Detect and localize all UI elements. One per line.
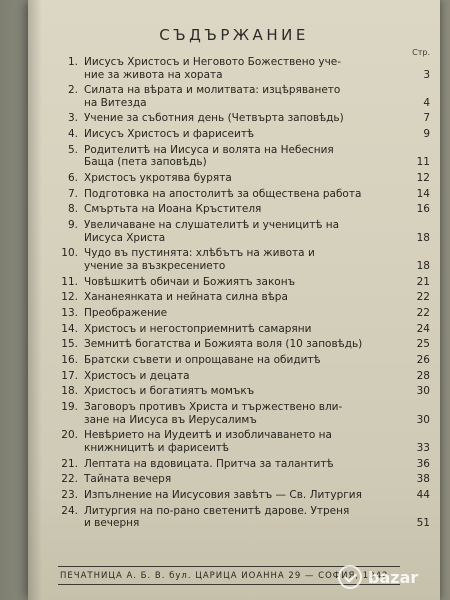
toc-entry-title-line: Иисусъ Христосъ и фарисеитѣ xyxy=(84,128,255,141)
toc-entry-page: 18 xyxy=(416,231,430,244)
toc-entry-number: 23. xyxy=(61,488,78,501)
toc-entry-page: 12 xyxy=(416,172,430,184)
toc-entry-title-line: Баща (пета заповѣдь) xyxy=(84,156,207,169)
watermark-text: bazar xyxy=(368,567,419,587)
toc-entry-number: 5. xyxy=(67,143,78,156)
toc-entry-title-line: Преображение xyxy=(84,306,168,319)
toc-entry-title xyxy=(84,473,400,486)
toc-entry-page: 30 xyxy=(416,413,430,426)
toc-entry-number: 6. xyxy=(67,172,78,184)
toc-entry-page: 33 xyxy=(416,441,430,454)
toc-entry-title-line: Заговоръ противъ Христа и тържествено вли- xyxy=(84,401,343,414)
toc-entry-title xyxy=(84,489,400,502)
toc-entry-number: 21. xyxy=(61,457,78,470)
toc-entry-page: 25 xyxy=(416,338,430,351)
toc-entry-title-line: Братски съвети и опрощаване на обидитѣ xyxy=(84,354,321,366)
toc-entry-number: 19. xyxy=(61,401,78,414)
toc-entry-number: 13. xyxy=(61,306,78,319)
toc-entry-title xyxy=(84,338,400,351)
toc-entry-title-line: Учение за съботния день (Четвърта заповѣдь) xyxy=(84,112,344,125)
toc-entry-title xyxy=(84,56,400,81)
toc-entry-title xyxy=(84,370,400,383)
toc-entry-title-line: Хананеянката и нейната силна вѣра xyxy=(84,291,288,304)
toc-entry-number: 18. xyxy=(61,385,78,398)
toc-entry-title-line: Смъртьта на Иоана Кръстителя xyxy=(84,203,262,216)
toc-entry-number: 12. xyxy=(61,291,78,304)
toc-entry-title xyxy=(84,429,400,454)
toc-entry-title-line: Подготовка на апостолитѣ за обществена работа xyxy=(84,187,362,200)
contents-title: СЪДЪРЖАНИЕ xyxy=(159,26,309,44)
toc-entry-title-line: Земнитѣ богатства и Божията воля (10 заповѣдь) xyxy=(84,338,363,351)
toc-entry-page: 22 xyxy=(416,306,430,319)
toc-entry-page: 22 xyxy=(416,291,430,304)
toc-entry-number: 2. xyxy=(67,84,78,97)
toc-entry-title xyxy=(84,401,400,426)
toc-entry-number: 8. xyxy=(67,203,78,216)
toc-entry-number: 16. xyxy=(61,354,78,366)
toc-entry-title-line: Тайната вечеря xyxy=(84,473,172,486)
toc-entry-title-line: ние за живота на хората xyxy=(84,68,223,81)
toc-entry-title xyxy=(84,247,400,272)
toc-entry-title xyxy=(84,144,400,169)
toc-entry-title-line: Христосъ и негостоприемнитѣ самаряни xyxy=(84,322,312,335)
toc-entry-title-line: Чудо въ пустинята: хлѣбътъ на живота и xyxy=(84,247,315,260)
toc-entry-page: 30 xyxy=(416,385,430,398)
toc-entry-title-line: зане на Иисуса въ Иерусалимъ xyxy=(84,413,257,426)
table-of-contents xyxy=(28,0,440,600)
toc-entry-page: 18 xyxy=(416,259,430,272)
toc-entry-title xyxy=(84,128,400,141)
toc-entry-title xyxy=(84,458,400,471)
toc-entry-page: 7 xyxy=(423,112,430,125)
toc-entry-page: 28 xyxy=(416,369,430,382)
toc-entry-title xyxy=(84,188,400,201)
toc-entry-number: 24. xyxy=(61,504,78,517)
toc-entry-title-line: Лептата на вдовицата. Притча за талантитѣ xyxy=(84,457,334,470)
toc-entry-title-line: Христосъ и децата xyxy=(84,369,190,382)
toc-entry-title-line: учение за възкресението xyxy=(84,259,226,272)
toc-entry-number: 4. xyxy=(67,128,78,141)
toc-entry-number: 7. xyxy=(67,187,78,200)
toc-entry-number: 9. xyxy=(67,219,78,232)
toc-entry-title xyxy=(84,385,400,398)
book-page xyxy=(28,0,440,600)
toc-entry-number: 3. xyxy=(67,112,78,125)
toc-entry-page: 24 xyxy=(416,322,430,335)
toc-entry-title-line: Христосъ и богатиятъ момъкъ xyxy=(84,385,255,398)
toc-entry-title-line: Христосъ укротява бурята xyxy=(84,172,232,184)
toc-entry-number: 10. xyxy=(61,247,78,260)
toc-entry-title-line: Силата на вѣрата и молитвата: изцѣряването xyxy=(84,84,341,97)
toc-entry-title-line: и вечерня xyxy=(84,517,140,530)
toc-entry-title xyxy=(84,307,400,320)
toc-entry-number: 14. xyxy=(61,322,78,335)
toc-entry-page: 11 xyxy=(416,156,430,169)
toc-entry-title xyxy=(84,219,400,244)
toc-entry-title-line: книжницитѣ и фарисеитѣ xyxy=(84,441,229,454)
toc-entry-number: 11. xyxy=(61,275,78,288)
toc-entry-title xyxy=(84,203,400,216)
toc-entry-page: 51 xyxy=(416,517,430,530)
toc-entry-page: 36 xyxy=(416,457,430,470)
toc-entry-number: 15. xyxy=(61,338,78,351)
toc-entry-page: 16 xyxy=(416,203,430,216)
toc-entry-title-line: Увеличаване на слушателитѣ и ученицитѣ на xyxy=(84,219,340,232)
toc-entry-title xyxy=(84,112,400,125)
toc-entry-page: 44 xyxy=(416,488,430,501)
toc-entry-title-line: Иисусъ Христосъ и Неговото Божествено уче- xyxy=(84,56,342,68)
toc-entry-page: 38 xyxy=(416,473,430,486)
toc-entry-title xyxy=(84,172,400,185)
toc-entry-title-line: Човѣшкитѣ обичаи и Божиятъ законъ xyxy=(84,275,295,288)
page-column-header: Стр. xyxy=(412,48,430,57)
toc-entry-title xyxy=(84,505,400,530)
toc-entry-number: 20. xyxy=(61,429,78,442)
toc-entry-number: 22. xyxy=(61,473,78,486)
toc-entry-title-line: Литургия на по-рано светенитѣ дарове. Утреня xyxy=(84,504,350,517)
toc-entry-title-line: на Витезда xyxy=(84,96,147,109)
toc-entry-page: 3 xyxy=(423,68,430,81)
toc-entry-title-line: Родителитѣ на Иисуса и волята на Небесния xyxy=(84,143,334,156)
toc-entry-title xyxy=(84,84,400,109)
toc-entry-page: 26 xyxy=(416,354,430,366)
toc-entry-number: 1. xyxy=(67,56,78,68)
toc-entry-page: 4 xyxy=(423,96,430,109)
toc-entry-number: 17. xyxy=(61,369,78,382)
toc-entry-page: 14 xyxy=(416,187,430,200)
printer-imprint: ПЕЧАТНИЦА А. Б. В. бул. ЦАРИЦА ИОАННА 29 — СОФИЯ, 1942 xyxy=(60,571,389,581)
toc-entry-title-line: Иисуса Христа xyxy=(84,231,166,244)
toc-entry-title-line: Невѣрието на Иудеитѣ и изобличаването на xyxy=(84,429,332,442)
toc-entry-page: 21 xyxy=(416,275,430,288)
toc-entry-title-line: Изпълнение на Иисусовия завѣтъ — Св. Литургия xyxy=(84,488,362,501)
toc-entry-title xyxy=(84,354,400,367)
toc-entry-page: 9 xyxy=(423,128,430,141)
toc-entry-title xyxy=(84,323,400,336)
bazar-check-icon xyxy=(338,565,362,589)
toc-entry-title xyxy=(84,291,400,304)
toc-entry-title xyxy=(84,276,400,289)
watermark-logo xyxy=(338,562,438,592)
